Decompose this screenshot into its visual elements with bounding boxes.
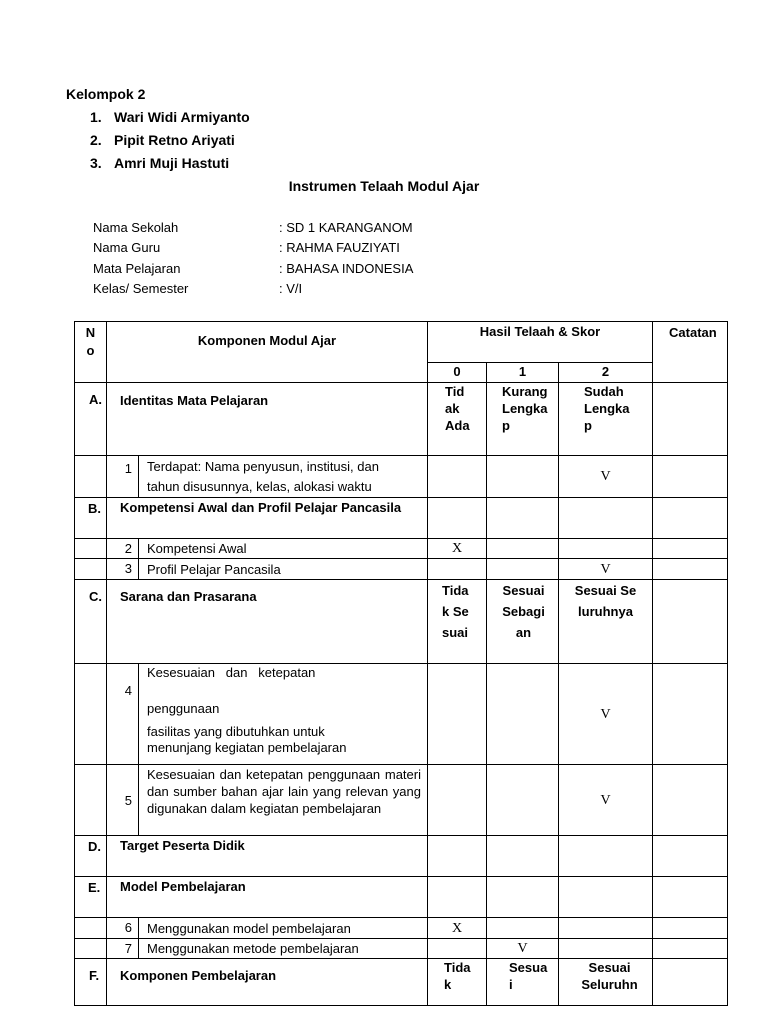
section-title: Sarana dan Prasarana [107, 580, 428, 664]
info-label: Mata Pelajaran [93, 261, 181, 276]
score-cell [428, 498, 487, 539]
item-number: 2 [107, 539, 139, 559]
item-number: 3 [107, 559, 139, 580]
no-cell [75, 765, 107, 836]
catatan-cell [653, 836, 728, 877]
section-letter: C. [75, 580, 107, 664]
level-label: Sesuai Seluruhn [559, 959, 653, 1006]
section-letter: A. [75, 383, 107, 456]
score-mark: X [428, 918, 487, 939]
score-cell [487, 539, 559, 559]
catatan-cell [653, 580, 728, 664]
score-mark: V [559, 664, 653, 765]
level-label: Kurang Lengkap [487, 383, 559, 456]
section-row [75, 580, 728, 664]
score-1: 1 [487, 363, 559, 383]
catatan-cell [653, 498, 728, 539]
member-item [90, 155, 390, 175]
info-value: : RAHMA FAUZIYATI [279, 240, 400, 255]
group-title: Kelompok 2 [66, 86, 146, 102]
section-row [75, 836, 728, 877]
info-value: : BAHASA INDONESIA [279, 261, 414, 276]
no-cell [75, 559, 107, 580]
level-label: Sesuai Seluruhnya [559, 580, 653, 664]
item-text-line: penggunaan [147, 701, 220, 716]
no-cell [75, 539, 107, 559]
catatan-cell [653, 664, 728, 765]
level-label: Tidak Sesuai [428, 580, 487, 664]
score-0: 0 [428, 363, 487, 383]
score-cell [487, 877, 559, 918]
score-cell [428, 664, 487, 765]
section-title: Komponen Pembelajaran [107, 959, 428, 1006]
score-cell [559, 877, 653, 918]
score-cell [428, 877, 487, 918]
info-label: Nama Sekolah [93, 220, 179, 235]
item-number: 4 [107, 664, 139, 765]
member-item [90, 109, 390, 129]
catatan-cell [653, 559, 728, 580]
review-table [74, 321, 728, 1006]
section-letter: D. [75, 836, 107, 877]
header-no: No [75, 322, 107, 383]
item-text: Profil Pelajar Pancasila [139, 559, 428, 580]
header-komponen: Komponen Modul Ajar [107, 322, 428, 383]
section-title: Model Pembelajaran [107, 877, 428, 918]
table-row [75, 918, 728, 939]
score-cell [559, 918, 653, 939]
header-hasil: Hasil Telaah & Skor [428, 322, 653, 363]
table-row [75, 539, 728, 559]
section-row [75, 959, 728, 1006]
info-value: : SD 1 KARANGANOM [279, 220, 413, 235]
score-cell [559, 836, 653, 877]
level-label: Sesuai Sebagian [487, 580, 559, 664]
catatan-cell [653, 918, 728, 939]
catatan-cell [653, 383, 728, 456]
score-cell [487, 456, 559, 498]
score-cell [428, 836, 487, 877]
no-cell [75, 939, 107, 959]
score-cell [487, 498, 559, 539]
member-number: 3. [90, 155, 102, 171]
item-number: 5 [107, 765, 139, 836]
section-row [75, 877, 728, 918]
document-title: Instrumen Telaah Modul Ajar [288, 178, 480, 194]
no-cell [75, 456, 107, 498]
score-cell [428, 456, 487, 498]
table-row [75, 456, 728, 498]
table-row [75, 939, 728, 959]
score-cell [559, 498, 653, 539]
item-text-line: Kesesuaian dan ketepatan [147, 665, 316, 680]
score-cell [487, 836, 559, 877]
score-mark: V [487, 939, 559, 959]
item-text: Kompetensi Awal [139, 539, 428, 559]
level-label: Sudah Lengkap [559, 383, 653, 456]
section-letter: F. [75, 959, 107, 1006]
catatan-cell [653, 877, 728, 918]
item-text: Menggunakan model pembelajaran [139, 918, 428, 939]
catatan-cell [653, 539, 728, 559]
info-value: : V/I [279, 281, 303, 296]
score-mark: V [559, 559, 653, 580]
info-label: Nama Guru [93, 240, 161, 255]
item-text-line: menunjang kegiatan pembelajaran [147, 740, 347, 755]
section-letter: E. [75, 877, 107, 918]
score-mark: X [428, 539, 487, 559]
item-text-line: fasilitas yang dibutuhkan untuk [147, 724, 325, 739]
member-name: Wari Widi Armiyanto [114, 109, 250, 125]
item-number: 1 [107, 456, 139, 498]
score-2: 2 [559, 363, 653, 383]
item-text: Menggunakan metode pembelajaran [139, 939, 428, 959]
item-text: Kesesuaian dan ketepatan penggunaan materi dan sumber bahan ajar lain yang relevan yang digunakan dalam kegiatan pembelajaran [139, 765, 428, 836]
table-row [75, 559, 728, 580]
score-mark: V [559, 765, 653, 836]
catatan-cell [653, 765, 728, 836]
table-header-row [75, 322, 728, 363]
catatan-cell [653, 959, 728, 1006]
table-row [75, 664, 728, 765]
score-cell [559, 939, 653, 959]
no-cell [75, 664, 107, 765]
item-text-line: tahun disusunnya, kelas, alokasi waktu [147, 479, 372, 494]
member-number: 1. [90, 109, 102, 125]
score-cell [487, 765, 559, 836]
section-title: Kompetensi Awal dan Profil Pelajar Pancasila [107, 498, 428, 539]
member-name: Amri Muji Hastuti [114, 155, 230, 171]
section-row [75, 498, 728, 539]
score-cell [428, 559, 487, 580]
item-number: 6 [107, 918, 139, 939]
score-cell [428, 939, 487, 959]
level-label: Tidak [428, 959, 487, 1006]
catatan-cell [653, 456, 728, 498]
score-mark: V [559, 456, 653, 498]
no-cell [75, 918, 107, 939]
header-catatan: Catatan [653, 322, 728, 383]
table-row [75, 765, 728, 836]
item-text-line: Terdapat: Nama penyusun, institusi, dan [147, 459, 379, 474]
score-cell [487, 664, 559, 765]
member-number: 2. [90, 132, 102, 148]
score-cell [559, 539, 653, 559]
score-cell [428, 765, 487, 836]
item-text [139, 456, 428, 498]
section-letter: B. [75, 498, 107, 539]
catatan-cell [653, 939, 728, 959]
item-text-spacer [147, 682, 421, 700]
item-number: 7 [107, 939, 139, 959]
score-cell [487, 918, 559, 939]
level-label: Tidak Ada [428, 383, 487, 456]
member-item [90, 132, 390, 152]
section-title: Target Peserta Didik [107, 836, 428, 877]
section-row [75, 383, 728, 456]
info-label: Kelas/ Semester [93, 281, 189, 296]
level-label: Sesuai [487, 959, 559, 1006]
score-cell [487, 559, 559, 580]
member-name: Pipit Retno Ariyati [114, 132, 235, 148]
item-text [139, 664, 428, 765]
section-title: Identitas Mata Pelajaran [107, 383, 428, 456]
